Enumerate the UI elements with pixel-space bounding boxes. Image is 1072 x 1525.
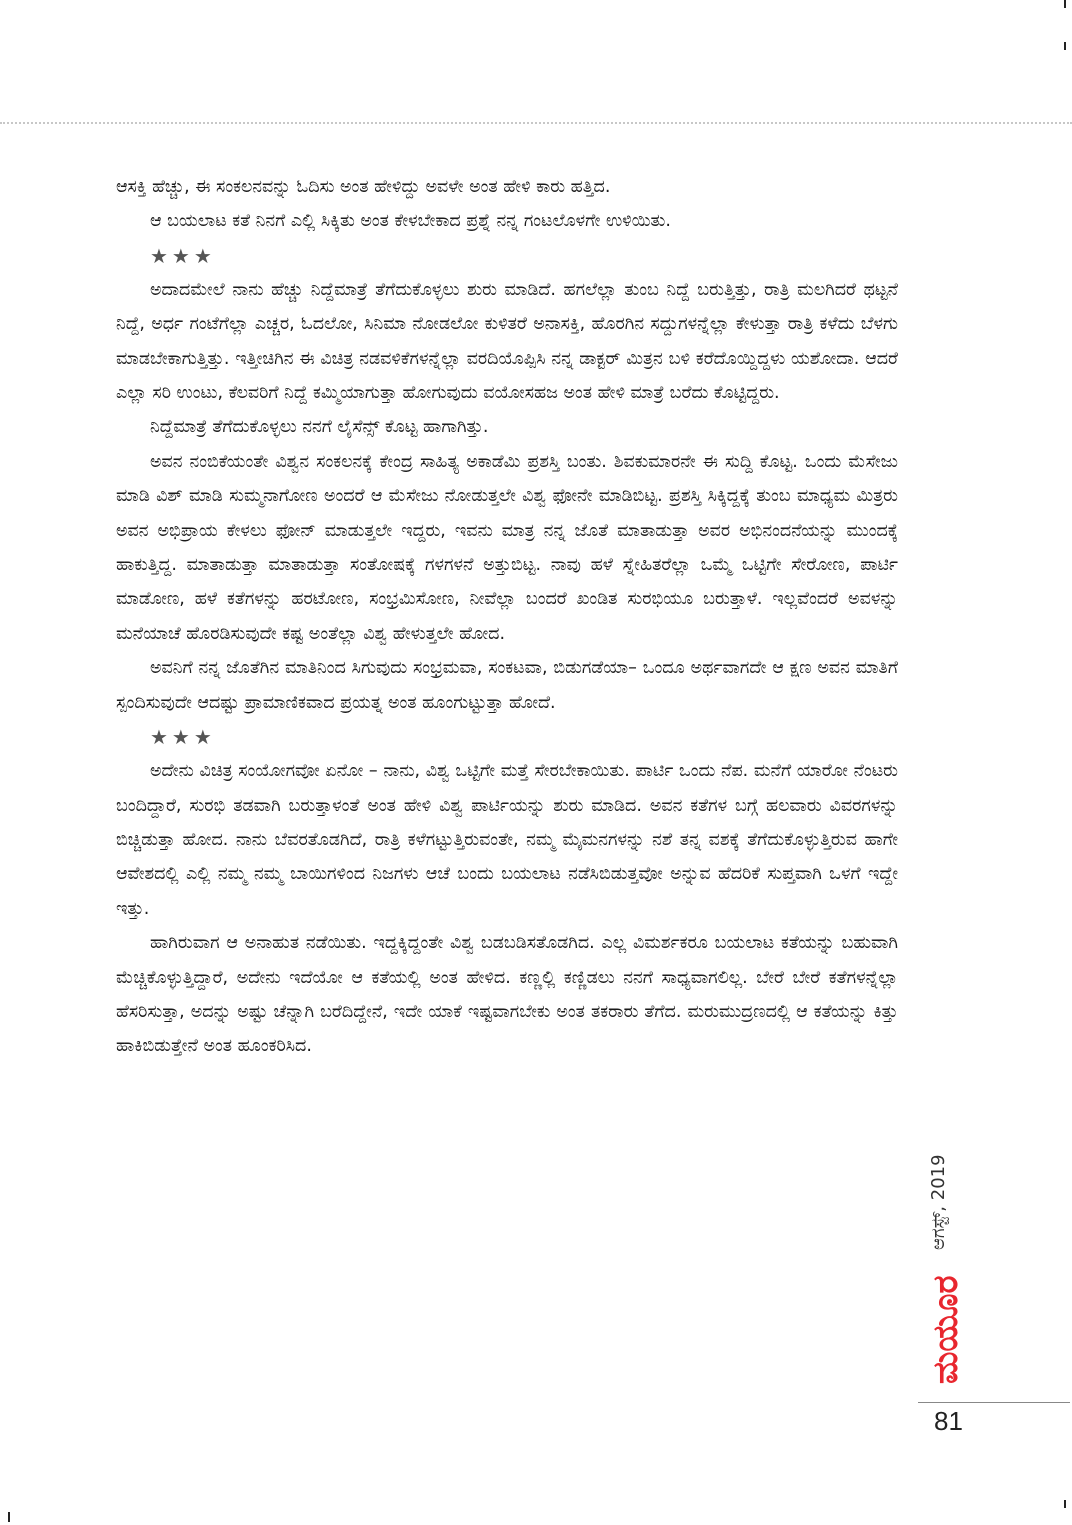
paragraph: ಆಸಕ್ತಿ ಹೆಚ್ಚು, ಈ ಸಂಕಲನವನ್ನು ಓದಿಸು ಅಂತ ಹೇಳಿದ್ದು ಅವಳೇ ಅಂತ ಹೇಳಿ ಕಾರು ಹತ್ತಿದ. [116, 177, 611, 197]
side-strip [926, 1080, 970, 1400]
paragraph: ನಿದ್ದೆಮಾತ್ರೆ ತೆಗೆದುಕೊಳ್ಳಲು ನನಗೆ ಲೈಸೆನ್ಸ್ ಕೊಟ್ಟ ಹಾಗಾಗಿತ್ತು. [150, 417, 489, 438]
paragraph: ಹಾಗಿರುವಾಗ ಆ ಅನಾಹುತ ನಡೆಯಿತು. ಇದ್ದಕ್ಕಿದ್ದಂತೇ ವಿಶ್ವ ಬಡಬಡಿಸತೊಡಗಿದ. ಎಲ್ಲ ವಿಮರ್ಶಕರೂ ಬಯಲಾಟ ಕತೆಯನ್ನು ಬಹುವಾಗಿ ಮೆಚ್ಚಿಕೊಳ್ಳುತ್ತಿದ್ದಾರೆ, ಅದೇನು ಇದೆಯೋ ಆ ಕತೆಯಲ್ಲಿ ಅಂತ ಹೇಳಿದ. ಕಣ್ಣಲ್ಲಿ ಕಣ್ಣಿಡಲು ನನಗೆ ಸಾಧ್ಯವಾಗಲಿಲ್ಲ. ಬೇರೆ ಬೇರೆ ಕತೆಗಳನ್ನೆಲ್ಲಾ ಹೆಸರಿಸುತ್ತಾ, ಅದನ್ನು ಅಷ್ಟು ಚೆನ್ನಾಗಿ ಬರೆದಿದ್ದೇನೆ, ಇದೇ ಯಾಕೆ ಇಷ್ಟವಾಗಬೇಕು ಅಂತ ತಕರಾರು ತೆಗೆದ. ಮರುಮುದ್ರಣದಲ್ಲಿ ಆ ಕತೆಯನ್ನು ಕಿತ್ತು ಹಾಕಿಬಿಡುತ್ತೇನೆ ಅಂತ ಹೂಂಕರಿಸಿದ. [116, 933, 898, 1057]
crop-mark-top [1064, 0, 1066, 8]
paragraph: ಅದೇನು ವಿಚಿತ್ರ ಸಂಯೋಗವೋ ಏನೋ – ನಾನು, ವಿಶ್ವ ಒಟ್ಟಿಗೇ ಮತ್ತೆ ಸೇರಬೇಕಾಯಿತು. ಪಾರ್ಟಿ ಒಂದು ನೆಪ. ಮನೆಗೆ ಯಾರೋ ನೆಂಟರು ಬಂದಿದ್ದಾರೆ, ಸುರಭಿ ತಡವಾಗಿ ಬರುತ್ತಾಳಂತೆ ಅಂತ ಹೇಳಿ ವಿಶ್ವ ಪಾರ್ಟಿಯನ್ನು ಶುರು ಮಾಡಿದ. ಅವನ ಕತೆಗಳ ಬಗ್ಗೆ ಹಲವಾರು ವಿವರಗಳನ್ನು ಬಿಚ್ಚಿಡುತ್ತಾ ಹೋದ. ನಾನು ಬೆವರತೊಡಗಿದೆ, ರಾತ್ರಿ ಕಳೆಗಟ್ಟುತ್ತಿರುವಂತೇ, ನಮ್ಮ ಮೈಮನಗಳನ್ನು ನಶೆ ತನ್ನ ವಶಕ್ಕೆ ತೆಗೆದುಕೊಳ್ಳುತ್ತಿರುವ ಹಾಗೇ ಆವೇಶದಲ್ಲಿ ಎಲ್ಲಿ ನಮ್ಮ ನಮ್ಮ ಬಾಯಿಗಳಿಂದ ನಿಜಗಳು ಆಚೆ ಬಂದು ಬಯಲಾಟ ನಡೆಸಿಬಿಡುತ್ತವೋ ಅನ್ನುವ ಹೆದರಿಕೆ ಸುಪ್ತವಾಗಿ ಒಳಗೆ ಇದ್ದೇ ಇತ್ತು. [116, 761, 898, 919]
article-body [116, 170, 898, 1064]
paragraph: ಅವನಿಗೆ ನನ್ನ ಜೊತೆಗಿನ ಮಾತಿನಿಂದ ಸಿಗುವುದು ಸಂಭ್ರಮವಾ, ಸಂಕಟವಾ, ಬಿಡುಗಡೆಯಾ– ಒಂದೂ ಅರ್ಥವಾಗದೇ ಆ ಕ್ಷಣ ಅವನ ಮಾತಿಗೆ ಸ್ಪಂದಿಸುವುದೇ ಆದಷ್ಟು ಪ್ರಾಮಾಣಿಕವಾದ ಪ್ರಯತ್ನ ಅಂತ ಹೂಂಗುಟ್ಟುತ್ತಾ ಹೋದೆ. [116, 658, 898, 713]
issue-date: ಆಗಸ್ಟ್, 2019 [928, 1154, 949, 1250]
page-number: 81 [934, 1406, 963, 1436]
paragraph: ಅದಾದಮೇಲೆ ನಾನು ಹೆಚ್ಚು ನಿದ್ದೆಮಾತ್ರೆ ತೆಗೆದುಕೊಳ್ಳಲು ಶುರು ಮಾಡಿದೆ. ಹಗಲೆಲ್ಲಾ ತುಂಬ ನಿದ್ದೆ ಬರುತ್ತಿತ್ತು, ರಾತ್ರಿ ಮಲಗಿದರೆ ಥಟ್ಟನೆ ನಿದ್ದೆ, ಅರ್ಧ ಗಂಟೆಗೆಲ್ಲಾ ಎಚ್ಚರ, ಓದಲೋ, ಸಿನಿಮಾ ನೋಡಲೋ ಕುಳಿತರೆ ಅನಾಸಕ್ತಿ, ಹೊರಗಿನ ಸದ್ದುಗಳನ್ನೆಲ್ಲಾ ಕೇಳುತ್ತಾ ರಾತ್ರಿ ಕಳೆದು ಬೆಳಗು ಮಾಡಬೇಕಾಗುತ್ತಿತ್ತು. ಇತ್ತೀಚಿಗಿನ ಈ ವಿಚಿತ್ರ ನಡವಳಿಕೆಗಳನ್ನೆಲ್ಲಾ ವರದಿಯೊಪ್ಪಿಸಿ ನನ್ನ ಡಾಕ್ಟರ್ ಮಿತ್ರನ ಬಳಿ ಕರೆದೊಯ್ದಿದ್ದಳು ಯಶೋದಾ. ಆದರೆ ಎಲ್ಲಾ ಸರಿ ಉಂಟು, ಕೆಲವರಿಗೆ ನಿದ್ದೆ ಕಮ್ಮಿಯಾಗುತ್ತಾ ಹೋಗುವುದು ವಯೋಸಹಜ ಅಂತ ಹೇಳಿ ಮಾತ್ರೆ ಬರೆದು ಕೊಟ್ಟಿದ್ದರು. [116, 279, 898, 404]
folio-rule [918, 1402, 1070, 1403]
magazine-logo: ಮಯೂರ [926, 1275, 966, 1385]
header-dotted-rule [0, 122, 1072, 124]
section-separator: ★★★ [150, 725, 216, 750]
paragraph: ಅವನ ನಂಬಿಕೆಯಂತೇ ವಿಶ್ವನ ಸಂಕಲನಕ್ಕೆ ಕೇಂದ್ರ ಸಾಹಿತ್ಯ ಅಕಾಡೆಮಿ ಪ್ರಶಸ್ತಿ ಬಂತು. ಶಿವಕುಮಾರನೇ ಈ ಸುದ್ದಿ ಕೊಟ್ಟ. ಒಂದು ಮೆಸೇಜು ಮಾಡಿ ವಿಶ್ ಮಾಡಿ ಸುಮ್ಮನಾಗೋಣ ಅಂದರೆ ಆ ಮೆಸೇಜು ನೋಡುತ್ತಲೇ ವಿಶ್ವ ಫೋನೇ ಮಾಡಿಬಿಟ್ಟ. ಪ್ರಶಸ್ತಿ ಸಿಕ್ಕಿದ್ದಕ್ಕೆ ತುಂಬ ಮಾಧ್ಯಮ ಮಿತ್ರರು ಅವನ ಅಭಿಪ್ರಾಯ ಕೇಳಲು ಫೋನ್ ಮಾಡುತ್ತಲೇ ಇದ್ದರು, ಇವನು ಮಾತ್ರ ನನ್ನ ಜೊತೆ ಮಾತಾಡುತ್ತಾ ಅವರ ಅಭಿನಂದನೆಯನ್ನು ಮುಂದಕ್ಕೆ ಹಾಕುತ್ತಿದ್ದ. ಮಾತಾಡುತ್ತಾ ಮಾತಾಡುತ್ತಾ ಸಂತೋಷಕ್ಕೆ ಗಳಗಳನೆ ಅತ್ತುಬಿಟ್ಟ. ನಾವು ಹಳೆ ಸ್ನೇಹಿತರೆಲ್ಲಾ ಒಮ್ಮೆ ಒಟ್ಟಿಗೇ ಸೇರೋಣ, ಪಾರ್ಟಿ ಮಾಡೋಣ, ಹಳೆ ಕತೆಗಳನ್ನು ಹರಟೋಣ, ಸಂಭ್ರಮಿಸೋಣ, ನೀವೆಲ್ಲಾ ಬಂದರೆ ಖಂಡಿತ ಸುರಭಿಯೂ ಬರುತ್ತಾಳೆ. ಇಲ್ಲವೆಂದರೆ ಅವಳನ್ನು ಮನೆಯಾಚೆ ಹೊರಡಿಸುವುದೇ ಕಷ್ಟ ಅಂತೆಲ್ಲಾ ವಿಶ್ವ ಹೇಳುತ್ತಲೇ ಹೋದ. [116, 451, 898, 644]
crop-mark-right-top [1064, 42, 1066, 50]
crop-mark-left-bottom [8, 1512, 10, 1522]
crop-mark-right-bottom [1064, 1500, 1066, 1508]
paragraph: ಆ ಬಯಲಾಟ ಕತೆ ನಿನಗೆ ಎಲ್ಲಿ ಸಿಕ್ಕಿತು ಅಂತ ಕೇಳಬೇಕಾದ ಪ್ರಶ್ನೆ ನನ್ನ ಗಂಟಲೊಳಗೇ ಉಳಿಯಿತು. [150, 211, 671, 232]
section-separator: ★★★ [150, 243, 216, 268]
